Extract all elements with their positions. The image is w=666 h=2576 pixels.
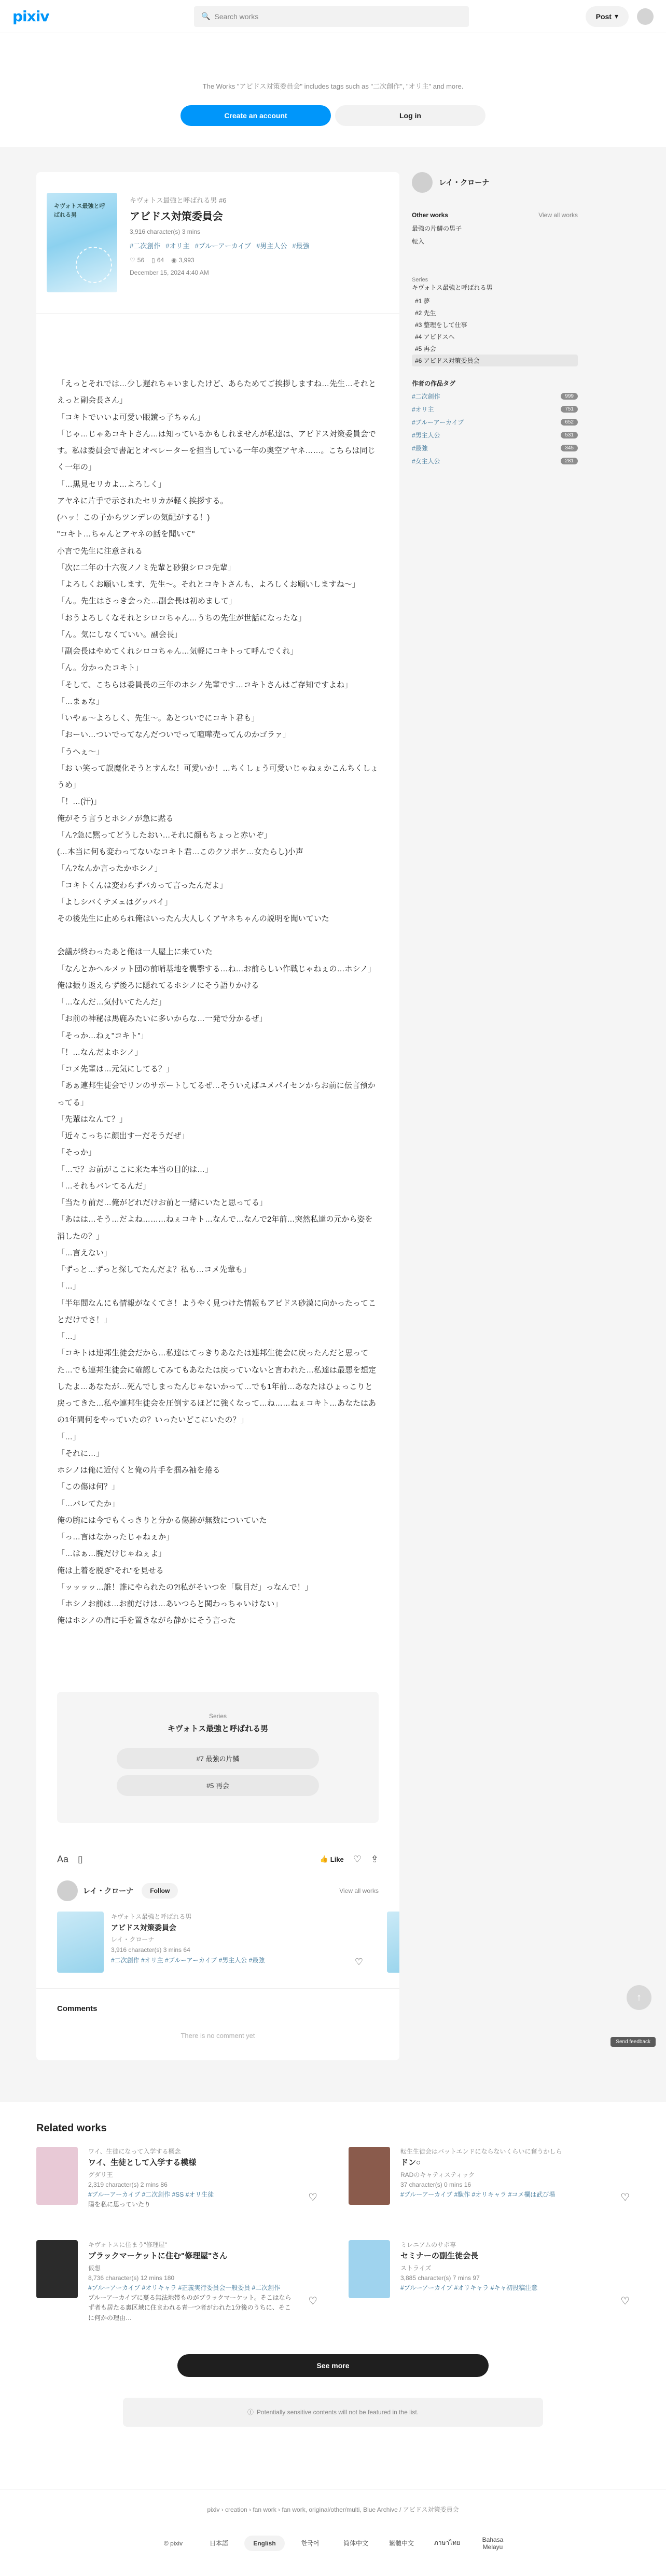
other-work-series[interactable]: キヴォトス最強と呼ばれる男 bbox=[111, 1913, 192, 1920]
novel-paragraph: 「お い笑って誤魔化そうとすんな！可愛いか！…ちくしょう可愛いじゃねぇかこんちくしょうめ」 bbox=[57, 763, 379, 789]
related-work-card[interactable] bbox=[349, 2240, 630, 2323]
bookmark-icon[interactable]: ▯ bbox=[78, 1853, 83, 1864]
novel-paragraph: 「なんとかヘルメット団の前哨基地を襲撃する…ね…お前らしい作戦じゃねぇの…ホシノ」 bbox=[57, 964, 376, 973]
novel-paragraph: 「ッッッッ…誰！誰にやられたの?!私がそいつを「駄目だ」っなんで！」 bbox=[57, 1582, 313, 1592]
related-work-meta bbox=[400, 2147, 583, 2219]
sidebar-tag-count: 281 bbox=[561, 458, 578, 464]
view-all-works-link[interactable]: View all works bbox=[339, 1887, 379, 1894]
related-work-title[interactable]: ブラックマーケットに住む"修理屋"さん bbox=[88, 2251, 228, 2260]
footer bbox=[0, 2489, 666, 2572]
user-avatar[interactable] bbox=[637, 8, 654, 25]
work-counts bbox=[130, 257, 383, 264]
other-work-card[interactable] bbox=[57, 1912, 379, 1973]
follow-button[interactable]: Follow bbox=[142, 1883, 178, 1899]
other-works-carousel bbox=[36, 1906, 399, 1988]
novel-paragraph: 会議が終わったあと俺は一人屋上に来ていた bbox=[57, 947, 213, 957]
sidebar-tag-name: #二次創作 bbox=[412, 393, 440, 400]
sidebar-tag[interactable] bbox=[412, 457, 578, 465]
eye-icon: ◉ bbox=[171, 257, 177, 264]
novel-paragraph: 「おうよろしくなそれとシロコちゃん…うちの先生が世話になったな」 bbox=[57, 613, 307, 622]
language-option[interactable]: ภาษาไทย bbox=[434, 2539, 461, 2547]
search-icon: 🔍 bbox=[201, 12, 211, 20]
novel-paragraph: 「…はぁ…腕だけじゃねぇよ」 bbox=[57, 1549, 166, 1559]
novel-paragraph: 「コキトは連邦生徒会だから…私達はてっきりあなたは連邦生徒会に戻ったんだと思ってた…でも連邦生徒会に確認してみてもあなたは戻っていないと言われた…私達は最悪を想定したよ…あなたが…死んでしまったんじゃないかって…でも1年前…あなたはひょっこりと戻ってきた…私や連邦生徒会を圧倒するほどに強くなって…ね……ねぇコキト…あなたはあの1年間何をやっていたの？いったいどこにいたの？」 bbox=[57, 1349, 377, 1425]
novel-paragraph: 「…なんだ…気付いてたんだ」 bbox=[57, 998, 166, 1007]
novel-paragraph: 「…」 bbox=[57, 1432, 81, 1441]
language-option[interactable]: Bahasa Melayu bbox=[482, 2536, 504, 2551]
novel-main-column bbox=[36, 172, 399, 2060]
sidebar-tag-count: 999 bbox=[561, 393, 578, 400]
prev-episode-button[interactable]: #5 再会 bbox=[117, 1775, 319, 1796]
novel-paragraph: 「当たり前だ…俺がどれだけお前と一緒にいたと思ってる」 bbox=[57, 1198, 268, 1207]
like-button[interactable] bbox=[320, 1855, 344, 1863]
series-label: Series bbox=[209, 1712, 227, 1720]
author-avatar[interactable] bbox=[412, 172, 433, 193]
other-works-header bbox=[412, 211, 578, 219]
sidebar-tag-count: 652 bbox=[561, 419, 578, 426]
novel-paragraph: 「ん?急に黙ってどうしたおい…それに顔もちょっと赤いぞ」 bbox=[57, 830, 272, 840]
related-work-thumbnail[interactable] bbox=[349, 2147, 390, 2205]
novel-paragraph: 「お前の神秘は馬鹿みたいに多いからな…一発で分かるぜ」 bbox=[57, 1014, 267, 1024]
novel-paragraph: 「ん。分かったコキト」 bbox=[57, 663, 143, 673]
work-tags bbox=[130, 240, 383, 250]
related-work-stats: 37 character(s) 0 mins 16 bbox=[400, 2181, 471, 2188]
tag-link[interactable]: #二次創作 bbox=[130, 242, 161, 250]
sidebar-tag-name: #ブルーアーカイブ bbox=[412, 419, 464, 426]
related-work-card[interactable] bbox=[36, 2147, 317, 2219]
novel-paragraph: 「あぁ連邦生徒会でリンのサポートしてるぜ…そういえばユメパイセンからお前に伝言預かってる」 bbox=[57, 1081, 376, 1107]
novel-paragraph: 「この傷は何？」 bbox=[57, 1482, 120, 1492]
tag-link[interactable]: #最強 bbox=[292, 242, 310, 250]
related-work-author[interactable]: グダリ王 bbox=[88, 2171, 113, 2178]
heart-icon[interactable]: ♡ bbox=[308, 2191, 317, 2203]
sidebar-view-all-link[interactable]: View all works bbox=[538, 211, 578, 219]
signup-promo bbox=[0, 33, 666, 147]
related-work-author[interactable]: 仮想 bbox=[88, 2264, 101, 2272]
related-works-title: Related works bbox=[36, 2122, 107, 2134]
novel-paragraph: "コキト…ちゃんとアヤネの話を聞いて" bbox=[57, 530, 195, 539]
sidebar-author-name[interactable]: レイ・クローナ bbox=[439, 178, 490, 187]
view-count-value: 3,993 bbox=[178, 257, 195, 264]
related-work-thumbnail[interactable] bbox=[36, 2240, 78, 2298]
author-avatar[interactable] bbox=[57, 1880, 78, 1901]
related-work-stats: 3,885 character(s) 7 mins 97 bbox=[400, 2274, 480, 2282]
novel-paragraph: 「…」 bbox=[57, 1332, 81, 1341]
bookmark-count-value: 64 bbox=[157, 257, 164, 264]
top-header bbox=[0, 0, 666, 33]
related-work-title[interactable]: ワイ、生徒として入学する模様 bbox=[88, 2158, 197, 2167]
post-date: December 15, 2024 4:40 AM bbox=[130, 269, 209, 276]
like-label: Like bbox=[330, 1855, 344, 1863]
sidebar-tags-title: 作者の作品タグ bbox=[412, 380, 456, 387]
related-work-title[interactable]: ドン○ bbox=[400, 2158, 421, 2167]
like-count-value: 56 bbox=[137, 257, 145, 264]
related-work-tags[interactable]: #ブルーアーカイブ #オリキャラ #キャ初投稿注意 bbox=[400, 2284, 538, 2292]
language-option[interactable]: 한국어 bbox=[301, 2540, 320, 2547]
novel-paragraph: アヤネに片手で示されたセリカが軽く挨拶する。 bbox=[57, 496, 228, 505]
novel-paragraph: 「半年間なんにも情報がなくてさ！ようやく見つけた情報もアビドス砂漠に向かったってことだけでさ！」 bbox=[57, 1298, 376, 1324]
comments-section bbox=[36, 1988, 399, 2060]
work-area bbox=[0, 147, 666, 2102]
related-work-meta bbox=[88, 2240, 317, 2323]
novel-paragraph: 「先輩はなんて？」 bbox=[57, 1114, 128, 1124]
novel-paragraph: 俺はホシノの肩に手を置きながら静かにそう言った bbox=[57, 1616, 236, 1625]
share-icon[interactable]: ⇪ bbox=[370, 1853, 379, 1864]
sidebar-tag-name: #最強 bbox=[412, 445, 428, 452]
related-work-thumbnail[interactable] bbox=[349, 2240, 390, 2298]
cover-title: キヴォトス最強と呼ばれる男 bbox=[54, 203, 105, 218]
novel-paragraph: 「！…(汗)」 bbox=[57, 797, 101, 806]
novel-paragraph: 「そして、こちらは委員長の三年のホシノ先輩です…コキトさんはご存知ですよね」 bbox=[57, 680, 353, 689]
heart-icon[interactable]: ♡ bbox=[353, 1853, 362, 1864]
language-option[interactable]: 繁體中文 bbox=[388, 2540, 414, 2547]
sidebar-tag[interactable] bbox=[412, 444, 578, 452]
bookmark-count bbox=[151, 257, 164, 264]
author-row bbox=[36, 1875, 399, 1906]
related-work-stats: 2,319 character(s) 2 mins 86 bbox=[88, 2181, 168, 2188]
font-settings-button[interactable]: Aa bbox=[57, 1853, 69, 1864]
novel-paragraph: 「えっとそれでは…少し遅れちゃいましたけど、あらためてご挨拶しますね…先生…それとえっと副会長さん」 bbox=[57, 379, 377, 405]
language-option[interactable]: 日本語 bbox=[209, 2540, 228, 2547]
work-stats: 3,916 character(s) 3 mins bbox=[130, 228, 201, 235]
novel-paragraph: 俺は振り返えらず後ろに隠れてるホシノにそう語りかける bbox=[57, 981, 259, 990]
related-work-stats: 8,736 character(s) 12 mins 180 bbox=[88, 2274, 175, 2282]
novel-paragraph: 「…で？お前がここに来た本当の目的は…」 bbox=[57, 1165, 213, 1174]
sidebar-tag[interactable] bbox=[412, 405, 578, 414]
tag-link[interactable]: #オリ主 bbox=[165, 242, 190, 250]
language-option[interactable]: English bbox=[244, 2536, 285, 2551]
novel-paragraph: (…本当に何も変わってないなコキト君…このクソボケ…女たらし)小声 bbox=[57, 847, 303, 856]
novel-paragraph: 「…バレてたか」 bbox=[57, 1499, 120, 1508]
post-button[interactable] bbox=[586, 6, 629, 27]
related-work-series[interactable]: ミレニアムのサポ専 bbox=[400, 2241, 456, 2248]
heart-icon[interactable]: ♡ bbox=[308, 2295, 317, 2307]
related-work-card[interactable] bbox=[349, 2147, 630, 2219]
pixiv-copyright: © pixiv bbox=[163, 2539, 183, 2547]
sidebar-tag[interactable] bbox=[412, 418, 578, 427]
novel-paragraph: 「！…なんだよホシノ」 bbox=[57, 1048, 143, 1057]
language-option[interactable]: 简体中文 bbox=[343, 2540, 368, 2547]
sensitive-notice bbox=[123, 2398, 543, 2427]
novel-paragraph: 俺がそう言うとホシノが急に黙る bbox=[57, 814, 174, 823]
novel-paragraph: 小言で先生に注意される bbox=[57, 546, 143, 556]
sidebar-series bbox=[412, 277, 578, 465]
info-icon: ⓘ bbox=[247, 2409, 254, 2416]
pixiv-logo[interactable]: pixiv bbox=[12, 8, 49, 25]
related-work-meta bbox=[88, 2147, 234, 2219]
other-work-stats: 3,916 character(s) 3 mins 64 bbox=[111, 1946, 190, 1954]
novel-paragraph: 「…言えない」 bbox=[57, 1248, 112, 1257]
sidebar-episode[interactable]: #2 先生 bbox=[415, 309, 436, 317]
work-actions bbox=[36, 1844, 399, 1875]
work-meta bbox=[130, 193, 383, 292]
language-selector bbox=[0, 2536, 666, 2551]
sidebar-tag-count: 531 bbox=[561, 432, 578, 438]
other-work-thumbnail-next[interactable] bbox=[387, 1912, 399, 1973]
novel-paragraph: 「コキトくんは変わらずバカって言ったんだよ」 bbox=[57, 881, 228, 890]
sidebar-tag[interactable] bbox=[412, 431, 578, 440]
like-count bbox=[130, 257, 144, 264]
heart-icon: ♡ bbox=[130, 257, 135, 264]
related-work-series[interactable]: キヴォトスに住まう"修理屋" bbox=[88, 2241, 167, 2248]
novel-paragraph: 「ずっと…ずっと探してたんだよ？私も…コメ先輩も」 bbox=[57, 1265, 251, 1274]
related-work-series[interactable]: 転生生徒会はバットエンドにならないくらいに奮うかしら bbox=[400, 2147, 562, 2155]
novel-body bbox=[36, 314, 399, 1661]
other-work-thumbnail[interactable] bbox=[57, 1912, 104, 1973]
related-work-card[interactable] bbox=[36, 2240, 317, 2323]
novel-paragraph: 「ホシノお前は…お前だけは…あいつらと関わっちゃいけない」 bbox=[57, 1600, 283, 1608]
novel-paragraph: 「…まぁな」 bbox=[57, 697, 104, 706]
novel-paragraph: 「コキトでいいよ可愛い眼鏡っ子ちゃん」 bbox=[57, 413, 205, 422]
sidebar-episode[interactable]: #3 整理をして仕事 bbox=[415, 321, 467, 329]
novel-paragraph: 「…黒見セリカよ…よろしく」 bbox=[57, 479, 166, 489]
sidebar-tag-name: #男主人公 bbox=[412, 432, 440, 439]
see-more-button[interactable]: See more bbox=[177, 2354, 489, 2377]
view-count bbox=[171, 257, 195, 264]
sidebar-series-label: Series bbox=[412, 277, 428, 283]
scroll-to-top-button[interactable] bbox=[627, 1985, 651, 2010]
promo-text: The Works "アビドス対策委員会" includes tags such as "二次創作", "オリ主" and more. bbox=[202, 82, 464, 90]
series-navigation bbox=[57, 1692, 379, 1823]
promo-buttons bbox=[181, 105, 485, 126]
heart-icon[interactable]: ♡ bbox=[620, 2191, 630, 2203]
novel-paragraph: 「副会長はやめてくれシロコちゃん…気軽にコキトって呼んでくれ」 bbox=[57, 647, 298, 656]
related-work-tags[interactable]: #ブルーアーカイブ #二次創作 #SS #オリ生徒 bbox=[88, 2191, 214, 2199]
novel-paragraph: 「うへぇ～」 bbox=[57, 747, 104, 756]
related-work-desc: ブルーアーカイブに蔓る無法地帯ものがブラックマーケット。そこはならず者も居たる裏区域に住まわれる青一つ者がわれた1分後のうちに、そこに何かの理由… bbox=[88, 2294, 292, 2322]
sidebar bbox=[412, 172, 578, 2060]
sensitive-notice-text: Potentially sensitive contents will not be featured in the list. bbox=[256, 2408, 419, 2416]
sidebar-episode-current[interactable]: #6 アビドス対策委員会 bbox=[412, 355, 578, 366]
other-work-author[interactable]: レイ・クローナ bbox=[111, 1935, 155, 1943]
send-feedback-button[interactable]: Send feedback bbox=[610, 2037, 656, 2047]
novel-paragraph: 「ん?なんか言ったかホシノ」 bbox=[57, 864, 162, 873]
novel-paragraph: 「ん。先生はさっき会った…副会長は初めまして」 bbox=[57, 597, 237, 606]
tag-link[interactable]: #ブルーアーカイブ bbox=[195, 242, 252, 250]
work-header bbox=[36, 172, 399, 314]
novel-paragraph: その後先生に止められ俺はいったん大人しくアヤネちゃんの説明を聞いていた bbox=[57, 914, 329, 923]
work-title: アビドス対策委員会 bbox=[130, 211, 223, 222]
related-work-author[interactable]: RADのキャティスティック bbox=[400, 2171, 475, 2178]
novel-paragraph: 「次に二年の十六夜ノノミ先輩と砂狼シロコ先輩」 bbox=[57, 563, 235, 572]
novel-paragraph: 「じゃ…じゃあコキトさん…は知っているかもしれませんが私達は、アビドス対策委員会です。私は委員会で書記とオペレーターを担当している一年の奥空アヤネ……。こちらは同じく一年の」 bbox=[57, 429, 376, 472]
arrow-up-icon: ↑ bbox=[636, 1991, 642, 2003]
work-inner bbox=[36, 172, 630, 2060]
series-name[interactable]: キヴォトス最強と呼ばれる男 bbox=[167, 1724, 269, 1733]
related-work-series[interactable]: ワイ、生徒になって入学する概念 bbox=[88, 2147, 181, 2155]
sidebar-episode[interactable]: #4 アビドスへ bbox=[415, 333, 455, 341]
related-work-author[interactable]: ストライズ bbox=[400, 2264, 432, 2272]
related-work-tags[interactable]: #ブルーアーカイブ #オリキャラ #正義実行委員会一般委員 #二次創作 bbox=[88, 2284, 281, 2292]
breadcrumb[interactable]: pixiv › creation › fan work › fan work, original/other/multi, Blue Archive / アビドス対策委員会 bbox=[207, 2506, 459, 2513]
sidebar-work-link[interactable]: 転入 bbox=[412, 238, 425, 245]
novel-paragraph bbox=[57, 927, 379, 944]
related-work-title[interactable]: セミナーの副生徒会長 bbox=[400, 2251, 479, 2260]
sidebar-series-name[interactable]: キヴォトス最強と呼ばれる男 bbox=[412, 284, 493, 291]
other-works-title: Other works bbox=[412, 211, 449, 219]
novel-paragraph: (ハッ！この子からツンデレの気配がする！) bbox=[57, 513, 210, 522]
novel-paragraph: 「よろしくお願いします、先生～。それとコキトさんも、よろしくお願いしますね～」 bbox=[57, 580, 360, 589]
novel-paragraph: 「よしシバくテメェはグッパイ」 bbox=[57, 897, 173, 907]
novel-paragraph: 「おーい…ついでってなんだついでって喧嘩売ってんのかゴラァ」 bbox=[57, 730, 290, 740]
sidebar-episode[interactable]: #1 夢 bbox=[415, 298, 430, 305]
bookmark-icon: ▯ bbox=[151, 257, 155, 264]
sidebar-episode[interactable]: #5 再会 bbox=[415, 345, 436, 352]
heart-icon[interactable]: ♡ bbox=[354, 1956, 363, 1967]
novel-paragraph: 俺の腕には今でもくっきりと分かる傷跡が無数についていた bbox=[57, 1516, 267, 1525]
other-work-title[interactable]: アビドス対策委員会 bbox=[111, 1923, 176, 1932]
search-input[interactable]: Search works bbox=[214, 12, 259, 21]
related-work-desc: 陽を私に思っていたり bbox=[88, 2201, 151, 2209]
novel-paragraph: ホシノは俺に近付くと俺の片手を掴み袖を捲る bbox=[57, 1466, 220, 1475]
sidebar-author bbox=[412, 172, 578, 193]
chevron-down-icon: ▾ bbox=[614, 12, 618, 20]
search-box[interactable] bbox=[194, 6, 469, 27]
related-work-thumbnail[interactable] bbox=[36, 2147, 78, 2205]
thumbs-up-icon: 👍 bbox=[320, 1855, 328, 1863]
other-work-meta bbox=[111, 1912, 265, 1973]
novel-paragraph: 「そっか…ねぇ"コキト"」 bbox=[57, 1031, 148, 1040]
novel-paragraph: 「そっか」 bbox=[57, 1148, 96, 1157]
sidebar-tag-name: #オリ主 bbox=[412, 406, 434, 413]
comments-title: Comments bbox=[57, 2004, 98, 2013]
other-work-tags[interactable]: #二次創作 #オリ主 #ブルーアーカイブ #男主人公 #最強 bbox=[111, 1957, 265, 1964]
create-account-button[interactable]: Create an account bbox=[181, 105, 331, 126]
sidebar-tag-name: #女主人公 bbox=[412, 458, 440, 465]
sidebar-work-link[interactable]: 最強の片鱗の男子 bbox=[412, 225, 462, 232]
related-works bbox=[36, 2102, 630, 2339]
related-works-grid bbox=[36, 2147, 630, 2323]
next-episode-button[interactable]: #7 最強の片鱗 bbox=[117, 1748, 319, 1769]
novel-paragraph: 「っ…言はなかったじゃねぇか」 bbox=[57, 1533, 174, 1541]
novel-paragraph: 「…」 bbox=[57, 1282, 81, 1291]
related-work-meta bbox=[400, 2240, 558, 2323]
novel-paragraph: 「それに…」 bbox=[57, 1449, 104, 1458]
tag-link[interactable]: #男主人公 bbox=[256, 242, 287, 250]
novel-cover bbox=[47, 193, 117, 292]
series-link[interactable]: キヴォトス最強と呼ばれる男 #6 bbox=[130, 196, 227, 204]
novel-paragraph: 「ん。気にしなくていい。副会長」 bbox=[57, 630, 182, 639]
novel-paragraph: 「いやぁ～よろしく、先生～。あとついでにコキト君も」 bbox=[57, 714, 259, 723]
heart-icon[interactable]: ♡ bbox=[620, 2295, 630, 2307]
sidebar-tag[interactable] bbox=[412, 392, 578, 401]
novel-paragraph: 「コメ先輩は…元気にしてる？」 bbox=[57, 1065, 174, 1073]
sidebar-tag-count: 345 bbox=[561, 445, 578, 451]
novel-paragraph: 「…それもバレてるんだ」 bbox=[57, 1181, 151, 1191]
login-button[interactable]: Log in bbox=[335, 105, 485, 126]
novel-paragraph: 「あはは…そう…だよね………ねぇコキト…なんで…なんで2年前…突然私達の元から姿を消したの？」 bbox=[57, 1215, 373, 1241]
author-name[interactable]: レイ・クローナ bbox=[83, 1886, 134, 1895]
post-label: Post bbox=[595, 12, 612, 21]
related-work-tags[interactable]: #ブルーアーカイブ #駄作 #オリキャラ #コメ欄は武び場 bbox=[400, 2191, 556, 2199]
sidebar-tag-count: 751 bbox=[561, 406, 578, 413]
novel-paragraph: 「近々こっちに顔出すーだそうだぜ」 bbox=[57, 1131, 189, 1140]
no-comments-text: There is no comment yet bbox=[181, 2031, 255, 2040]
cover-decoration bbox=[76, 247, 112, 283]
novel-paragraph: 俺は上着を脱ぎ"それ"を見せる bbox=[57, 1566, 164, 1575]
